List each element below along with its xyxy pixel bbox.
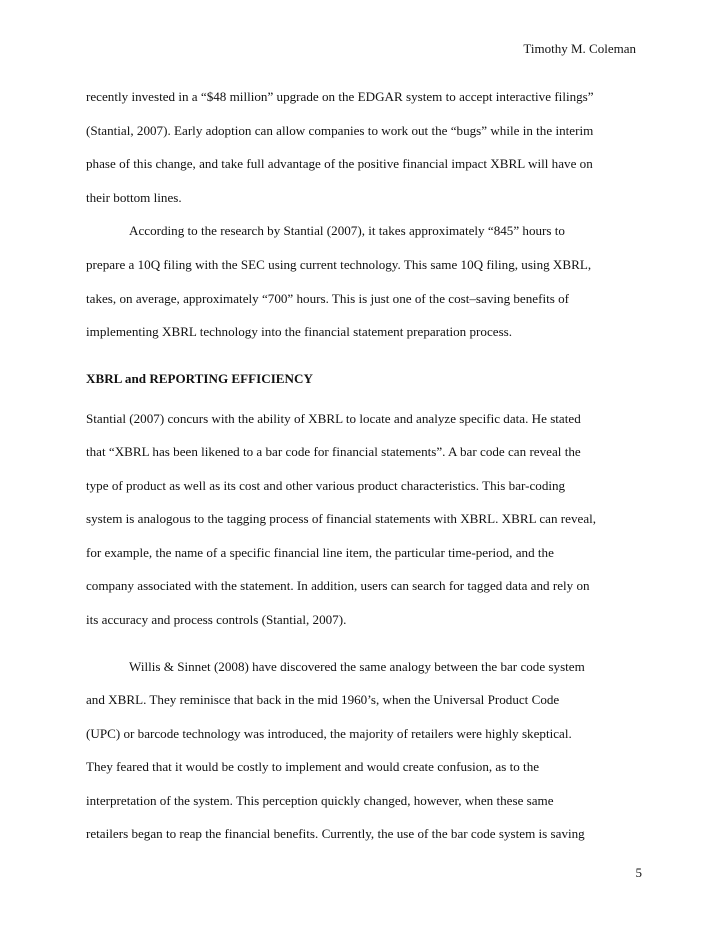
text-line: type of product as well as its cost and other various product characteristics. This bar-coding <box>86 478 566 493</box>
text-line: (UPC) or barcode technology was introduced, the majority of retailers were highly skeptical. <box>86 726 572 741</box>
running-header-author: Timothy M. Coleman <box>523 41 636 56</box>
text-line: company associated with the statement. In addition, users can search for tagged data and rely on <box>86 578 590 593</box>
text-line: and XBRL. They reminisce that back in the mid 1960’s, when the Universal Product Code <box>86 692 560 707</box>
text-line: (Stantial, 2007). Early adoption can allow companies to work out the “bugs” while in the interim <box>86 123 594 138</box>
text-line: takes, on average, approximately “700” hours. This is just one of the cost–saving benefits of <box>86 291 570 306</box>
text-line: retailers began to reap the financial benefits. Currently, the use of the bar code system is saving <box>86 826 585 841</box>
text-line: Stantial (2007) concurs with the ability of XBRL to locate and analyze specific data. He stated <box>86 411 581 426</box>
text-line: Willis & Sinnet (2008) have discovered the same analogy between the bar code system <box>129 659 585 674</box>
text-line: phase of this change, and take full advantage of the positive financial impact XBRL will have on <box>86 156 593 171</box>
section-heading: XBRL and REPORTING EFFICIENCY <box>86 371 313 386</box>
text-line: for example, the name of a specific financial line item, the particular time-period, and the <box>86 545 554 560</box>
text-line: its accuracy and process controls (Stantial, 2007). <box>86 612 347 627</box>
text-line: recently invested in a “$48 million” upgrade on the EDGAR system to accept interactive filings” <box>86 89 594 104</box>
text-line: system is analogous to the tagging process of financial statements with XBRL. XBRL can reveal, <box>86 511 597 526</box>
text-line: prepare a 10Q filing with the SEC using current technology. This same 10Q filing, using XBRL, <box>86 257 592 272</box>
text-line: They feared that it would be costly to implement and would create confusion, as to the <box>86 759 540 774</box>
text-line: interpretation of the system. This perception quickly changed, however, when these same <box>86 793 554 808</box>
text-line: their bottom lines. <box>86 190 182 205</box>
text-line: implementing XBRL technology into the financial statement preparation process. <box>86 324 513 339</box>
page-number: 5 <box>635 865 642 880</box>
text-line: According to the research by Stantial (2007), it takes approximately “845” hours to <box>129 223 565 238</box>
text-line: that “XBRL has been likened to a bar code for financial statements”. A bar code can reveal the <box>86 444 581 459</box>
